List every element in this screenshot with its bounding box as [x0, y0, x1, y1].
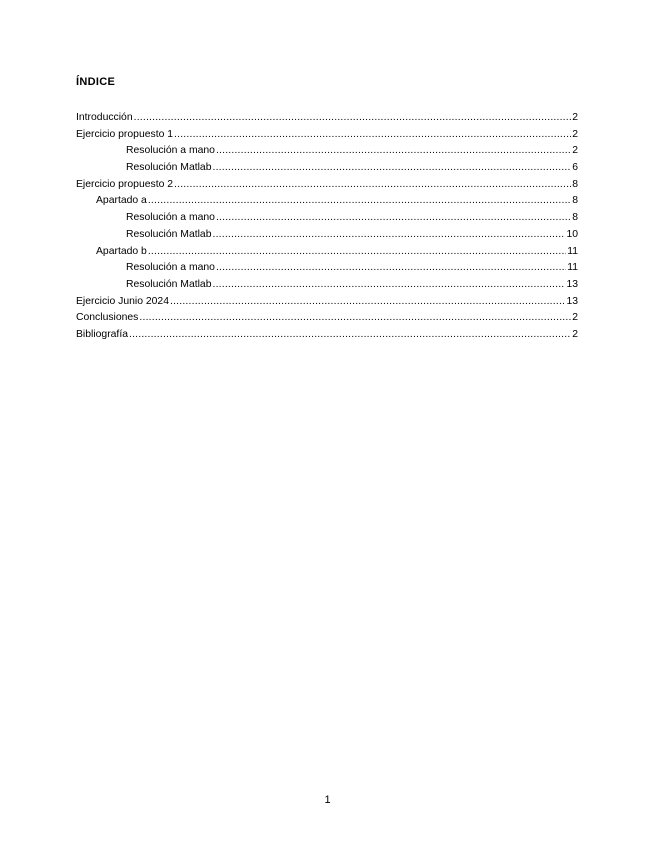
- toc-entry[interactable]: [76, 310, 578, 327]
- page-number: 1: [324, 794, 331, 806]
- toc-entry-label: Bibliografía: [76, 328, 128, 340]
- toc-entry-label: Resolución Matlab: [126, 278, 212, 290]
- toc-entry-page: 8: [572, 178, 578, 190]
- toc-entry-page: 11: [567, 245, 578, 257]
- toc-entry-page: 8: [572, 195, 578, 207]
- toc-entry-page: 10: [566, 228, 578, 240]
- toc-entry-label: Apartado a: [96, 195, 147, 207]
- toc-entry[interactable]: [76, 210, 578, 227]
- toc-dot-leader: [148, 193, 571, 210]
- toc-entry-page: 2: [572, 312, 578, 324]
- toc-dot-leader: [212, 160, 571, 177]
- toc-entry-label: Resolución a mano: [126, 145, 215, 157]
- toc-entry-page: 8: [572, 212, 578, 224]
- toc-dot-leader: [216, 260, 566, 277]
- toc-dot-leader: [216, 143, 571, 160]
- toc-heading: ÍNDICE: [76, 76, 116, 88]
- toc-entry[interactable]: [76, 277, 578, 294]
- toc-entry-page: 13: [566, 278, 578, 290]
- toc-entry[interactable]: [76, 110, 578, 127]
- toc-dot-leader: [139, 310, 571, 327]
- toc-dot-leader: [134, 110, 572, 127]
- toc-dot-leader: [174, 177, 571, 194]
- toc-dot-leader: [148, 244, 566, 261]
- toc-entry-page: 13: [566, 295, 578, 307]
- toc-dot-leader: [212, 277, 565, 294]
- table-of-contents: [76, 110, 578, 344]
- toc-entry[interactable]: [76, 294, 578, 311]
- toc-entry[interactable]: [76, 127, 578, 144]
- toc-entry[interactable]: [76, 143, 578, 160]
- toc-entry-label: Ejercicio Junio 2024: [76, 295, 169, 307]
- toc-entry[interactable]: [76, 327, 578, 344]
- toc-entry-label: Resolución a mano: [126, 262, 215, 274]
- toc-entry[interactable]: [76, 260, 578, 277]
- toc-entry-label: Introducción: [76, 112, 133, 123]
- toc-entry[interactable]: [76, 193, 578, 210]
- toc-entry[interactable]: [76, 177, 578, 194]
- toc-dot-leader: [129, 327, 571, 344]
- toc-dot-leader: [170, 294, 565, 311]
- toc-dot-leader: [174, 127, 571, 144]
- toc-entry-page: 2: [572, 328, 578, 340]
- toc-entry-label: Ejercicio propuesto 1: [76, 128, 174, 140]
- toc-entry-page: 11: [567, 262, 578, 274]
- toc-entry-page: 6: [572, 162, 578, 174]
- toc-entry-label: Conclusiones: [76, 312, 139, 324]
- toc-dot-leader: [216, 210, 571, 227]
- toc-entry-page: 2: [572, 128, 578, 140]
- toc-entry-label: Ejercicio propuesto 2: [76, 178, 174, 190]
- toc-entry[interactable]: [76, 227, 578, 244]
- toc-entry-page: 2: [572, 112, 578, 123]
- toc-entry[interactable]: [76, 244, 578, 261]
- toc-entry-label: Resolución Matlab: [126, 162, 212, 174]
- toc-dot-leader: [212, 227, 565, 244]
- toc-entry-page: 2: [572, 145, 578, 157]
- toc-entry[interactable]: [76, 160, 578, 177]
- toc-entry-label: Apartado b: [96, 245, 147, 257]
- toc-entry-label: Resolución a mano: [126, 212, 215, 224]
- toc-entry-label: Resolución Matlab: [126, 228, 212, 240]
